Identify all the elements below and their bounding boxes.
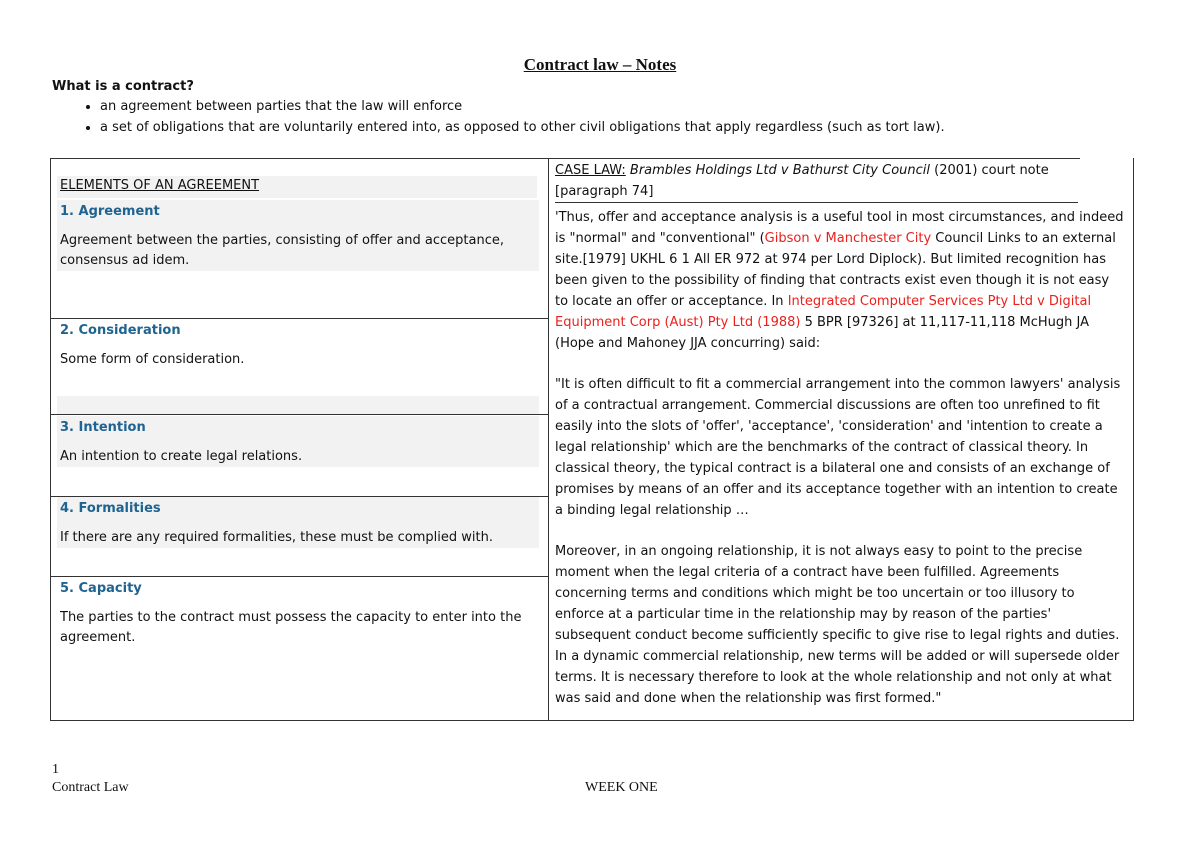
section-formalities — [57, 497, 539, 548]
column-divider — [548, 158, 549, 721]
section-divider — [50, 414, 548, 415]
section-body: An intention to create legal relations. — [60, 449, 303, 464]
section-capacity — [57, 577, 539, 648]
section-title: 1. Agreement — [60, 204, 160, 219]
case-heading — [555, 160, 1078, 203]
case-quote-paragraph: Moreover, in an ongoing relationship, it is not always easy to point to the precise moment when the legal criteria of a contract have been fulfilled. Agreements concerning terms and conditions which might be too uncertain or too illusory to enforce at a particular time in the relationship may by reason of the parties' subsequent conduct become sufficiently specific to give rise to legal rights and duties. In a dynamic commercial relationship, new terms will be added or will supersede older terms. It is necessary therefore to look at the whole relationship and not only at what was said and done when the relationship was first formed." — [555, 544, 1120, 706]
case-label: CASE LAW: — [555, 163, 626, 178]
case-law-column — [555, 160, 1125, 729]
footer-course: Contract Law — [52, 780, 129, 795]
section-agreement — [57, 200, 539, 271]
section-title: 4. Formalities — [60, 501, 161, 516]
section-body: Agreement between the parties, consisting of offer and acceptance, consensus ad idem. — [60, 233, 505, 268]
case-citation: (2001) court note [paragraph 74] — [555, 163, 1049, 199]
text-span: Council Links to an external site.[1979] UKHL 6 1 All ER 972 at 974 per Lord Diplock). But limited recognition has been given to the possibility of finding that contracts exist even though it is not easy to locate an offer or acceptance. In — [555, 231, 1116, 309]
text-span: 5 BPR [97326] at 11,117-11,118 McHugh JA (Hope and Mahoney JJA concurring) said: — [555, 315, 1090, 351]
table-top-border — [50, 158, 1080, 159]
section-consideration — [57, 319, 539, 370]
footer-week: WEEK ONE — [585, 780, 658, 795]
case-name: Brambles Holdings Ltd v Bathurst City Council — [629, 163, 931, 178]
section-shade — [57, 396, 539, 414]
case-quote-paragraph: "It is often difficult to fit a commercial arrangement into the common lawyers' analysis of a contractual arrangement. Commercial discussions are often too unrefined to fit easily into the slots of 'offer', 'acceptance', 'consideration' and 'intention to create a legal relationship' which are the benchmarks of the contract of classical theory. In classical theory, the typical contract is a bilateral one and consists of an exchange of promises by means of an offer and its acceptance together with an intention to create a binding legal relationship … — [555, 377, 1121, 518]
text-span: 'Thus, offer and acceptance analysis is a useful tool in most circumstances, and indeed is "normal" and "conventional" ( — [555, 210, 1124, 246]
elements-heading: ELEMENTS OF AN AGREEMENT — [60, 178, 260, 193]
section-body: If there are any required formalities, these must be complied with. — [60, 530, 493, 545]
definition-list — [52, 96, 1160, 138]
section-title: 2. Consideration — [60, 323, 181, 338]
question-heading: What is a contract? — [52, 79, 194, 94]
page-number: 1 — [52, 762, 59, 777]
page-title: Contract law – Notes — [523, 55, 677, 74]
case-link[interactable]: Integrated Computer Services Pty Ltd v Digital Equipment Corp (Aust) Pty Ltd (1988) — [555, 294, 1092, 330]
section-title: 5. Capacity — [60, 581, 142, 596]
case-link[interactable]: Gibson v Manchester City — [764, 231, 932, 246]
section-title: 3. Intention — [60, 420, 146, 435]
list-item: • an agreement between parties that the law will enforce — [100, 96, 1160, 117]
case-paragraph — [555, 207, 1125, 354]
section-body: The parties to the contract must possess the capacity to enter into the agreement. — [60, 610, 522, 645]
section-intention — [57, 416, 539, 467]
section-body: Some form of consideration. — [60, 352, 245, 367]
list-item: • a set of obligations that are voluntarily entered into, as opposed to other civil obligations that apply regardless (such as tort law). — [100, 117, 1160, 138]
